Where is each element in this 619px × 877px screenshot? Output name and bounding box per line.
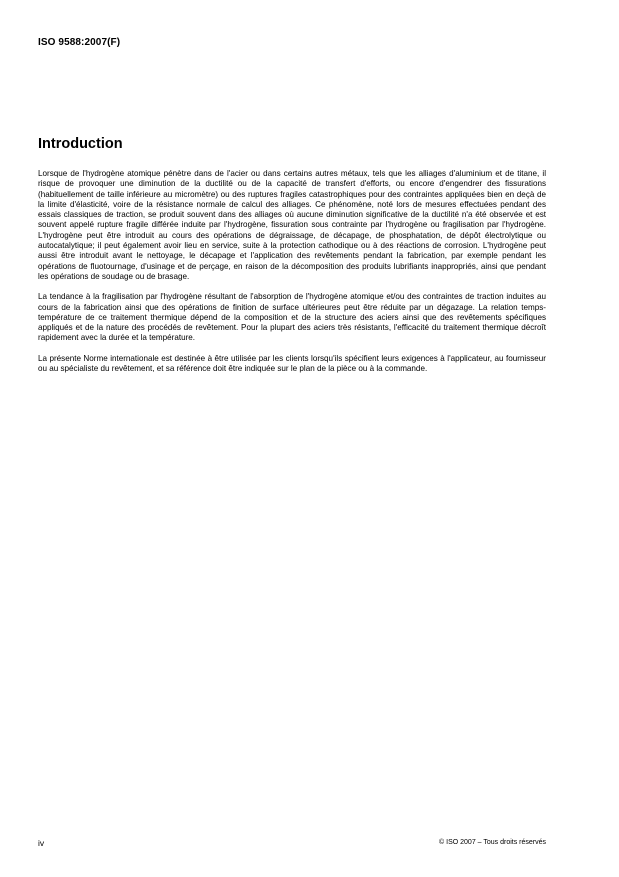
document-header-standard-id: ISO 9588:2007(F) <box>38 37 121 48</box>
page-number: iv <box>38 838 45 848</box>
body-paragraph-1: Lorsque de l'hydrogène atomique pénètre dans de l'acier ou dans certains autres métaux, tels que les alliages d'aluminium et de titane, il risque de provoquer une diminution de la ductilité ou de la capacité de transfert d'efforts, ou encore d'engendrer des fissurations (habituellement de taille inférieure au micromètre) ou des ruptures fragiles catastrophiques pour des contraintes appliquées bien en deçà de la limite d'élasticité, voire de la résistance normale de calcul des alliages. Ce phénomène, noté lors de mesures effectuées pendant des essais classiques de traction, se produit souvent dans des alliages où aucune diminution significative de la ductilité n'a été observée et est souvent appelé rupture fragile différée induite par l'hydrogène, fissuration sous contrainte par l'hydrogène ou fragilisation par l'hydrogène. L'hydrogène peut être introduit au cours des opérations de dégraissage, de décapage, de phosphatation, de dépôt électrolytique ou autocatalytique; il peut également avoir lieu en service, suite à la protection cathodique ou à des réactions de corrosion. L'hydrogène peut aussi être introduit avant le nettoyage, le décapage et l'application des revêtements pendant la fabrication, par exemple pendant les opérations de fluotournage, d'usinage et de perçage, en raison de la décomposition des produits lubrifiants inappropriés, ainsi que pendant les opérations de soudage ou de brasage. <box>38 169 546 281</box>
body-paragraph-3: La présente Norme internationale est destinée à être utilisée par les clients lorsqu'ils spécifient leurs exigences à l'applicateur, au fournisseur ou au spécialiste du revêtement, et sa référence doit être indiquée sur le plan de la pièce ou à la commande. <box>38 353 546 374</box>
section-body <box>38 169 546 384</box>
section-title: Introduction <box>38 136 123 152</box>
copyright-notice: © ISO 2007 – Tous droits réservés <box>439 839 546 846</box>
body-paragraph-2: La tendance à la fragilisation par l'hydrogène résultant de l'absorption de l'hydrogène atomique et/ou des contraintes de traction induites au cours de la fabrication ainsi que des opérations de finition de surface ultérieures peut être réduite par un dégazage. La relation temps-température de ce traitement thermique dépend de la composition et de la structure des aciers ainsi que des revêtements spécifiques appliqués et de la nature des procédés de revêtement. Pour la plupart des aciers très résistants, l'efficacité du traitement thermique décroît rapidement avec la durée et la température. <box>38 292 546 343</box>
